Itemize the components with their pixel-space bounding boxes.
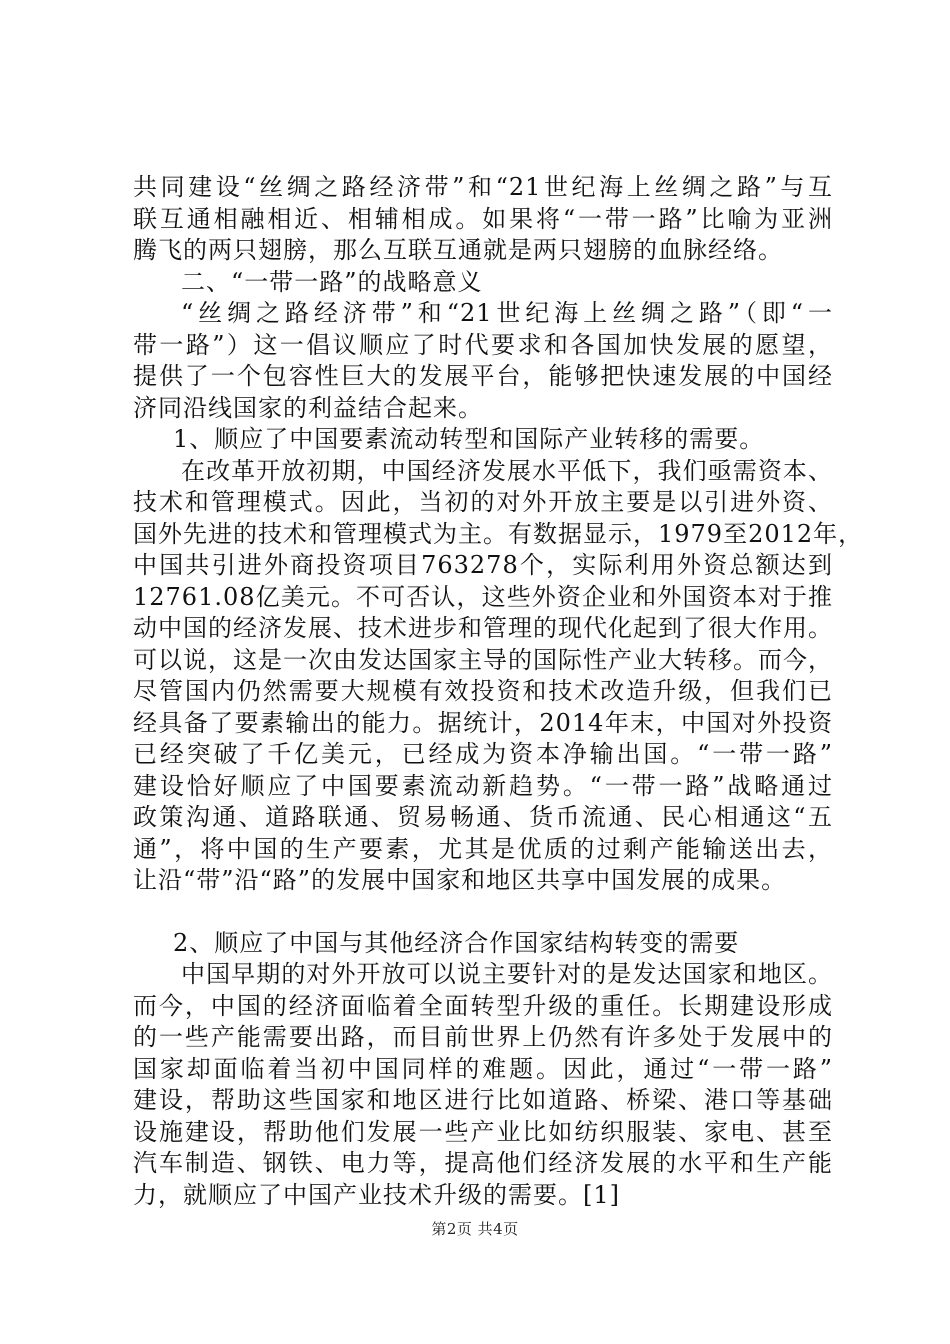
text-line: 12761.08亿美元。不可否认，这些外资企业和外国资本对于推 [133, 582, 833, 611]
text-line: 在改革开放初期，中国经济发展水平低下，我们亟需资本、 [181, 456, 833, 485]
subheading-structural-change [133, 928, 833, 960]
paragraph-interconnection [133, 172, 833, 267]
page-number-footer: 第2页 共4页 [431, 1220, 519, 1238]
document-body [133, 172, 864, 1211]
heading-line: 1、顺应了中国要素流动转型和国际产业转移的需要。 [173, 425, 765, 453]
text-line: 技术和管理模式。因此，当初的对外开放主要是以引进外资、 [133, 488, 833, 516]
text-line: 力，就顺应了中国产业技术升级的需要。[1] [133, 1180, 620, 1209]
text-line: 让沿“带”沿“路”的发展中国家和地区共享中国发展的成果。 [133, 866, 787, 894]
paragraph-structural-change [133, 959, 833, 1211]
heading-line: 二、“一带一路”的战略意义 [181, 267, 483, 296]
section-heading-strategic-significance [133, 267, 833, 299]
text-line: 建设，帮助这些国家和地区进行比如道路、桥梁、港口等基础 [133, 1086, 833, 1114]
text-line: 尽管国内仍然需要大规模有效投资和技术改造升级，但我们已 [133, 677, 833, 705]
text-line: 联互通相融相近、相辅相成。如果将“一带一路”比喻为亚洲 [133, 204, 833, 233]
text-line: 可以说，这是一次由发达国家主导的国际性产业大转移。而今， [133, 645, 833, 674]
text-line: 的一些产能需要出路，而目前世界上仍然有许多处于发展中的 [133, 1023, 833, 1051]
heading-line: 2、顺应了中国与其他经济合作国家结构转变的需要 [173, 928, 740, 957]
text-line: 腾飞的两只翅膀，那么互联互通就是两只翅膀的血脉经络。 [133, 236, 783, 264]
text-line: 而今，中国的经济面临着全面转型升级的重任。长期建设形成 [133, 991, 833, 1020]
text-line: 经具备了要素输出的能力。据统计，2014年末，中国对外投资 [133, 708, 833, 737]
text-line: “丝绸之路经济带”和“21世纪海上丝绸之路”（即“一 [181, 299, 833, 327]
text-line: 国外先进的技术和管理模式为主。有数据显示，1979至2012年， [133, 519, 864, 548]
paragraph-factor-flow [133, 456, 864, 897]
text-line: 政策沟通、道路联通、贸易畅通、货币流通、民心相通这“五 [133, 803, 833, 831]
text-line: 中国共引进外商投资项目763278个，实际利用外资总额达到 [133, 551, 833, 579]
text-line: 提供了一个包容性巨大的发展平台，能够把快速发展的中国经 [133, 362, 833, 390]
text-line: 共同建设“丝绸之路经济带”和“21世纪海上丝绸之路”与互 [133, 173, 833, 201]
text-line: 中国早期的对外开放可以说主要针对的是发达国家和地区。 [181, 960, 833, 988]
text-line: 汽车制造、钢铁、电力等，提高他们经济发展的水平和生产能 [133, 1149, 833, 1177]
text-line: 国家却面临着当初中国同样的难题。因此，通过“一带一路” [133, 1054, 833, 1083]
subheading-factor-flow [133, 424, 833, 456]
text-line: 已经突破了千亿美元，已经成为资本净输出国。“一带一路” [133, 740, 833, 768]
text-line: 通”，将中国的生产要素，尤其是优质的过剩产能输送出去， [133, 834, 833, 863]
text-line: 动中国的经济发展、技术进步和管理的现代化起到了很大作用。 [133, 614, 833, 642]
paragraph-gap [133, 897, 833, 928]
paragraph-initiative [133, 298, 833, 424]
text-line: 建设恰好顺应了中国要素流动新趋势。“一带一路”战略通过 [133, 771, 833, 800]
text-line: 设施建设，帮助他们发展一些产业比如纺织服装、家电、甚至 [133, 1117, 833, 1146]
text-line: 带一路”）这一倡议顺应了时代要求和各国加快发展的愿望， [133, 330, 833, 359]
text-line: 济同沿线国家的利益结合起来。 [133, 393, 483, 422]
